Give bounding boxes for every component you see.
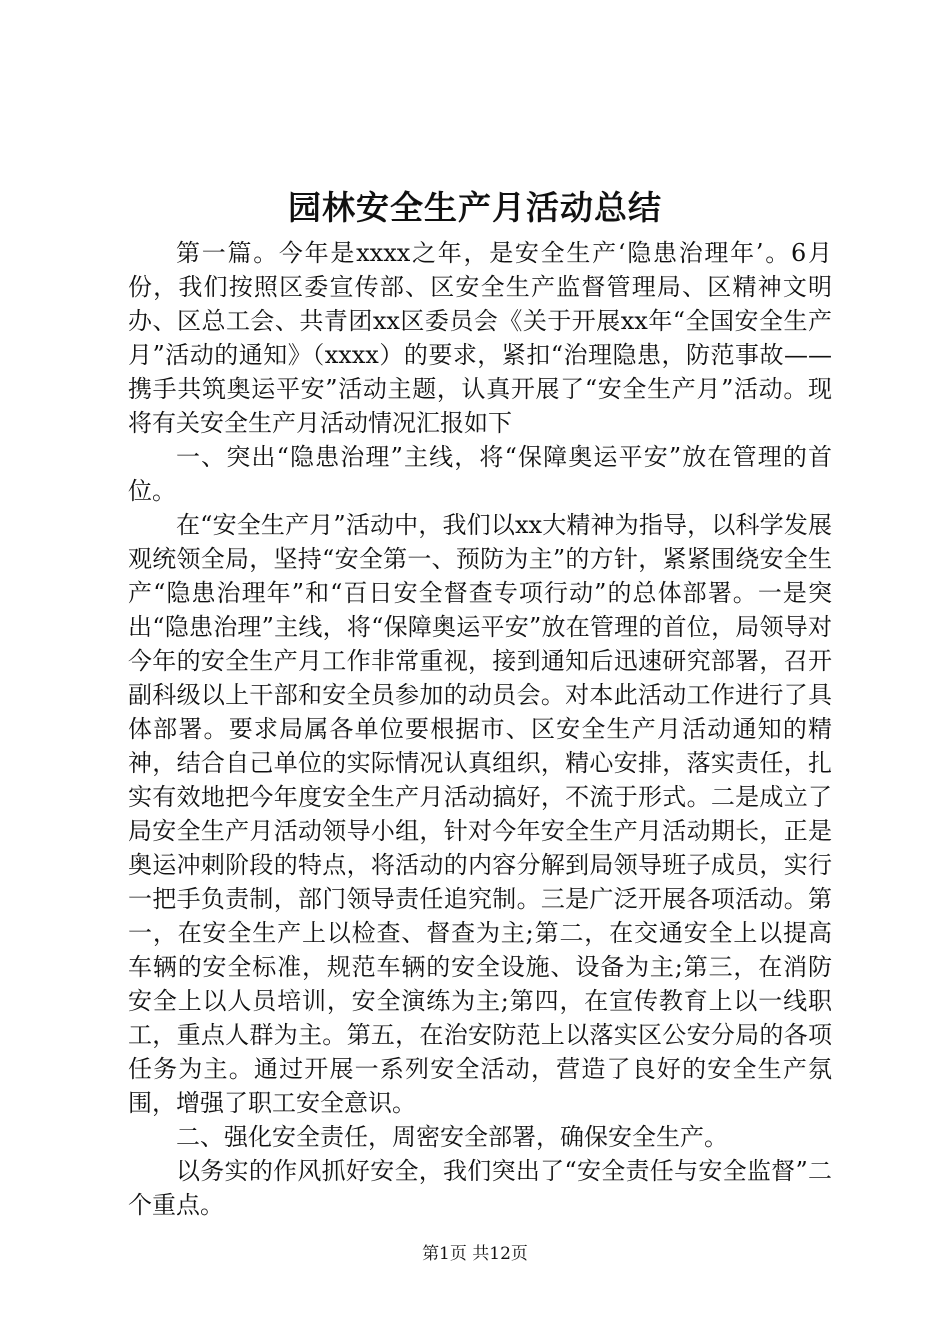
paragraph-heading-2: 二、强化安全责任，周密安全部署，确保安全生产。	[176, 1123, 728, 1151]
paragraph-intro: 第一篇。今年是xxxx之年，是安全生产‘隐患治理年’。6月份，我们按照区委宣传部、区安全生产监督管理局、区精神文明办、区总工会、共青团xx区委员会《关于开展xx年“全国安全生产月”活动的通知》（xxxx）的要求，紧扣“治理隐患，防范事故——携手共筑奥运平安”活动主题，认真开展了“安全生产月”活动。现将有关安全生产月活动情况汇报如下	[128, 239, 832, 437]
page-number: 第1页 共12页	[422, 1244, 528, 1264]
document-body	[128, 236, 832, 1222]
paragraph-closing: 以务实的作风抓好安全，我们突出了“安全责任与安全监督”二个重点。	[128, 1157, 832, 1219]
document-title: 园林安全生产月活动总结	[288, 188, 662, 227]
paragraph-detail: 在“安全生产月”活动中，我们以xx大精神为指导，以科学发展观统领全局，坚持“安全第一、预防为主”的方针，紧紧围绕安全生产“隐患治理年”和“百日安全督查专项行动”的总体部署。一是突出“隐患治理”主线，将“保障奥运平安”放在管理的首位，局领导对今年的安全生产月工作非常重视，接到通知后迅速研究部署，召开副科级以上干部和安全员参加的动员会。对本此活动工作进行了具体部署。要求局属各单位要根据市、区安全生产月活动通知的精神，结合自己单位的实际情况认真组织，精心安排，落实责任，扎实有效地把今年度安全生产月活动搞好，不流于形式。二是成立了局安全生产月活动领导小组，针对今年安全生产月活动期长，正是奥运冲刺阶段的特点，将活动的内容分解到局领导班子成员，实行一把手负责制，部门领导责任追究制。三是广泛开展各项活动。第一，在安全生产上以检查、督查为主;第二，在交通安全上以提高车辆的安全标准，规范车辆的安全设施、设备为主;第三，在消防安全上以人员培训，安全演练为主;第四，在宣传教育上以一线职工，重点人群为主。第五，在治安防范上以落实区公安分局的各项任务为主。通过开展一系列安全活动，营造了良好的安全生产氛围，增强了职工安全意识。	[128, 511, 832, 1117]
page-footer	[0, 1242, 950, 1266]
paragraph-heading-1: 一、突出“隐患治理”主线，将“保障奥运平安”放在管理的首位。	[128, 443, 832, 505]
